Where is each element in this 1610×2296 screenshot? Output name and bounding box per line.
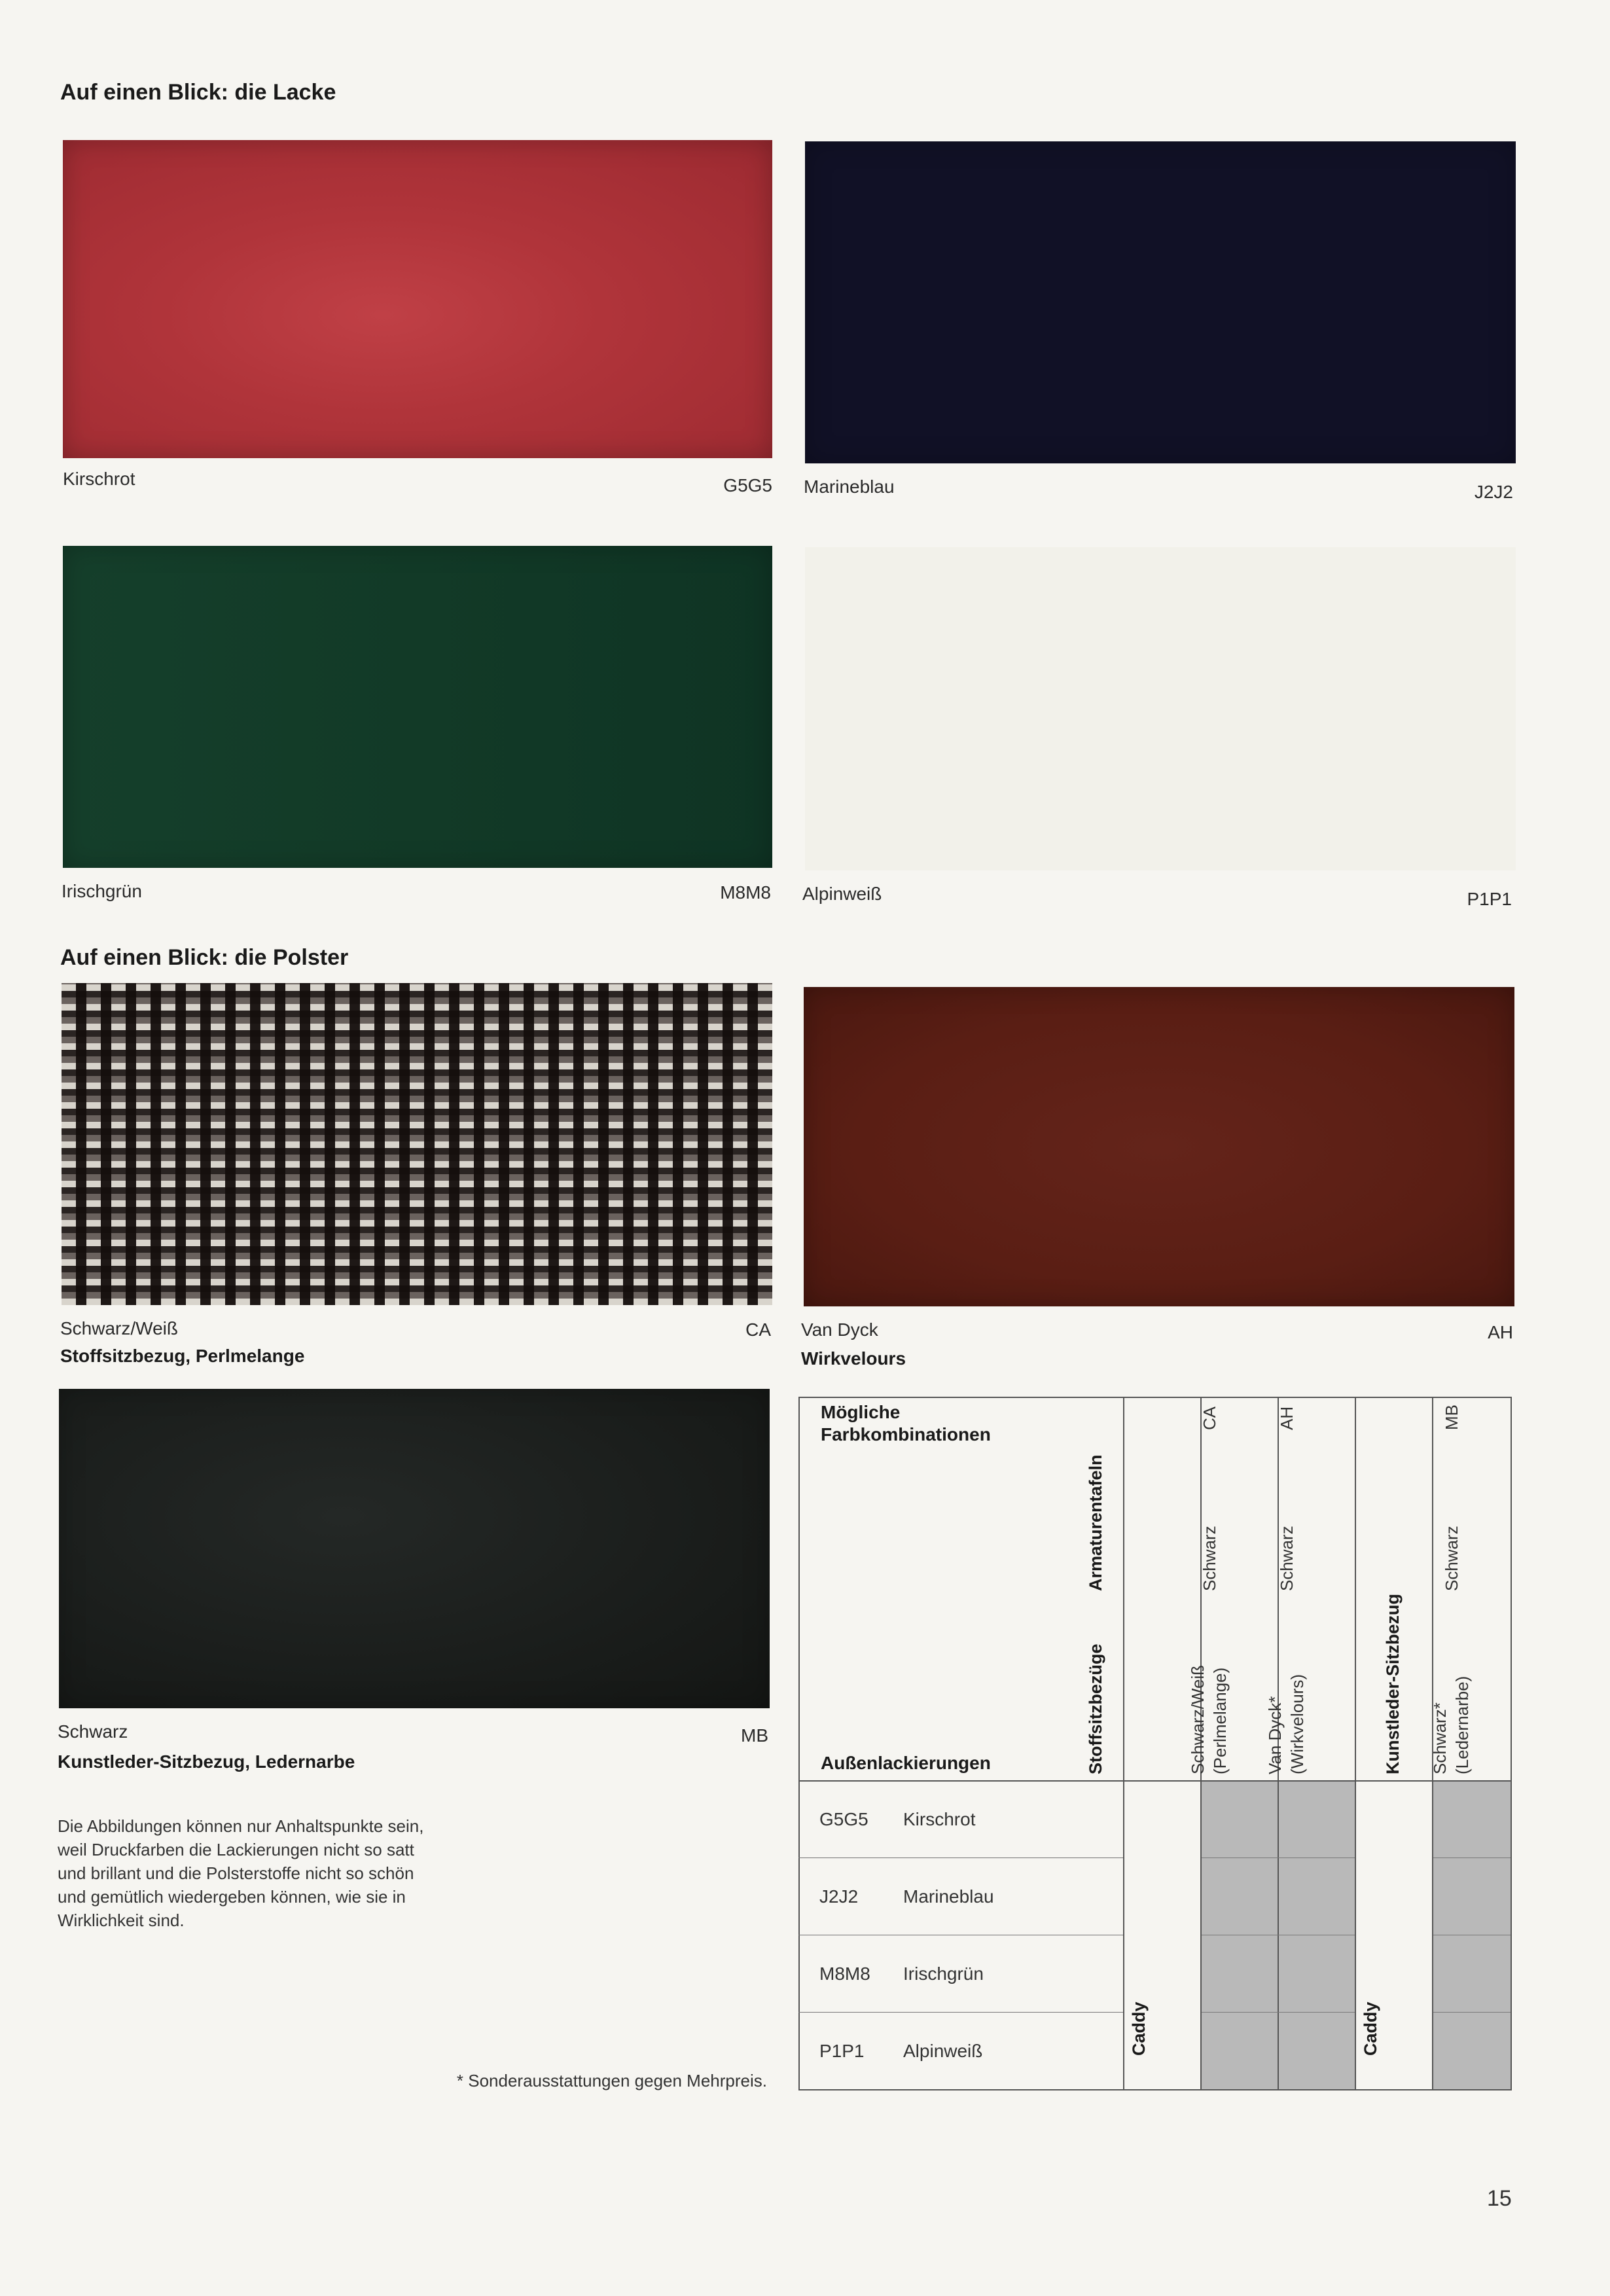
swatch-schwarz-weiss-perlmelange <box>62 983 772 1305</box>
lacke-heading: Auf einen Blick: die Lacke <box>60 80 336 105</box>
swatch-code-marineblau: J2J2 <box>1474 482 1513 502</box>
row-name-kirschrot: Kirschrot <box>903 1809 976 1829</box>
swatch-schwarz-ledernarbe <box>59 1389 770 1708</box>
column-line2-ah: (Wirkvelours) <box>1287 1674 1307 1774</box>
swatch-irischgruen <box>63 546 772 868</box>
table-title-line1: Mögliche <box>821 1402 901 1422</box>
row-code-g5g5: G5G5 <box>819 1809 868 1829</box>
swatch-code-irischgruen: M8M8 <box>720 882 771 903</box>
row-name-marineblau: Marineblau <box>903 1886 994 1907</box>
swatch-label-schwarz: Schwarz <box>58 1721 128 1742</box>
table-title-line2: Farbkombinationen <box>821 1424 991 1444</box>
column-line1-mb: Schwarz* <box>1430 1702 1450 1774</box>
combo-shade-kunstleder <box>1433 1782 1511 2089</box>
swatch-material-kunstleder: Kunstleder-Sitzbezug, Ledernarbe <box>58 1751 355 1772</box>
swatch-code-mb: MB <box>741 1725 768 1746</box>
group-label-stoffsitzbezuege: Stoffsitzbezüge <box>1086 1643 1105 1774</box>
swatch-label-irischgruen: Irischgrün <box>62 881 142 901</box>
swatch-code-kirschrot: G5G5 <box>723 475 772 495</box>
row-code-j2j2: J2J2 <box>819 1886 859 1907</box>
group-label-kunstleder-sitzbezug: Kunstleder-Sitzbezug <box>1383 1593 1403 1774</box>
column-line1-ah: Van Dyck* <box>1265 1696 1285 1774</box>
row-code-p1p1: P1P1 <box>819 2041 865 2061</box>
row-name-alpinweiss: Alpinweiß <box>903 2041 983 2061</box>
swatch-code-alpinweiss: P1P1 <box>1467 889 1512 909</box>
column-armatur-mb: Schwarz <box>1442 1526 1461 1591</box>
column-code-mb: MB <box>1442 1405 1461 1430</box>
footnote: * Sonderausstattungen gegen Mehrpreis. <box>456 2071 767 2090</box>
row-name-irischgruen: Irischgrün <box>903 1964 984 1984</box>
swatch-marineblau <box>805 141 1516 463</box>
column-armatur-ah: Schwarz <box>1277 1526 1297 1591</box>
page-number: 15 <box>1487 2186 1512 2211</box>
swatch-label-kirschrot: Kirschrot <box>63 469 135 489</box>
swatch-kirschrot <box>63 140 772 458</box>
column-code-ca: CA <box>1200 1406 1219 1430</box>
swatch-label-marineblau: Marineblau <box>804 476 895 497</box>
swatch-code-ah: AH <box>1488 1322 1513 1342</box>
swatch-material-wirkvelours: Wirkvelours <box>801 1348 906 1369</box>
row-header-aussenlackierungen: Außenlackierungen <box>821 1753 991 1773</box>
swatch-label-alpinweiss: Alpinweiß <box>802 884 882 904</box>
column-code-ah: AH <box>1277 1406 1297 1430</box>
color-combination-table <box>798 1397 1512 2090</box>
column-line2-mb: (Ledernarbe) <box>1452 1676 1472 1774</box>
polster-heading: Auf einen Blick: die Polster <box>60 945 349 970</box>
model-label-caddy-1: Caddy <box>1129 2001 1149 2056</box>
swatch-van-dyck <box>804 987 1514 1306</box>
label-armaturentafeln: Armaturentafeln <box>1086 1454 1105 1591</box>
column-line2-ca: (Perlmelange) <box>1210 1667 1230 1774</box>
swatch-label-schwarz-weiss: Schwarz/Weiß <box>60 1318 178 1338</box>
swatch-alpinweiss <box>805 547 1516 870</box>
column-line1-ca: Schwarz/Weiß <box>1188 1664 1208 1774</box>
column-armatur-ca: Schwarz <box>1200 1526 1219 1591</box>
swatch-code-ca: CA <box>745 1319 771 1340</box>
row-code-m8m8: M8M8 <box>819 1964 870 1984</box>
swatch-material-stoff: Stoffsitzbezug, Perlmelange <box>60 1346 305 1366</box>
model-label-caddy-2: Caddy <box>1361 2001 1380 2056</box>
disclaimer-note: Die Abbildungen können nur Anhaltspunkte sein, weil Druckfarben die Lackierungen nicht so satt und brillant und die Polsterstoffe nicht so schön und gemütlich wiedergeben können, wie sie in Wirklichkeit sind. <box>58 1816 424 1930</box>
swatch-label-van-dyck: Van Dyck <box>801 1319 878 1340</box>
